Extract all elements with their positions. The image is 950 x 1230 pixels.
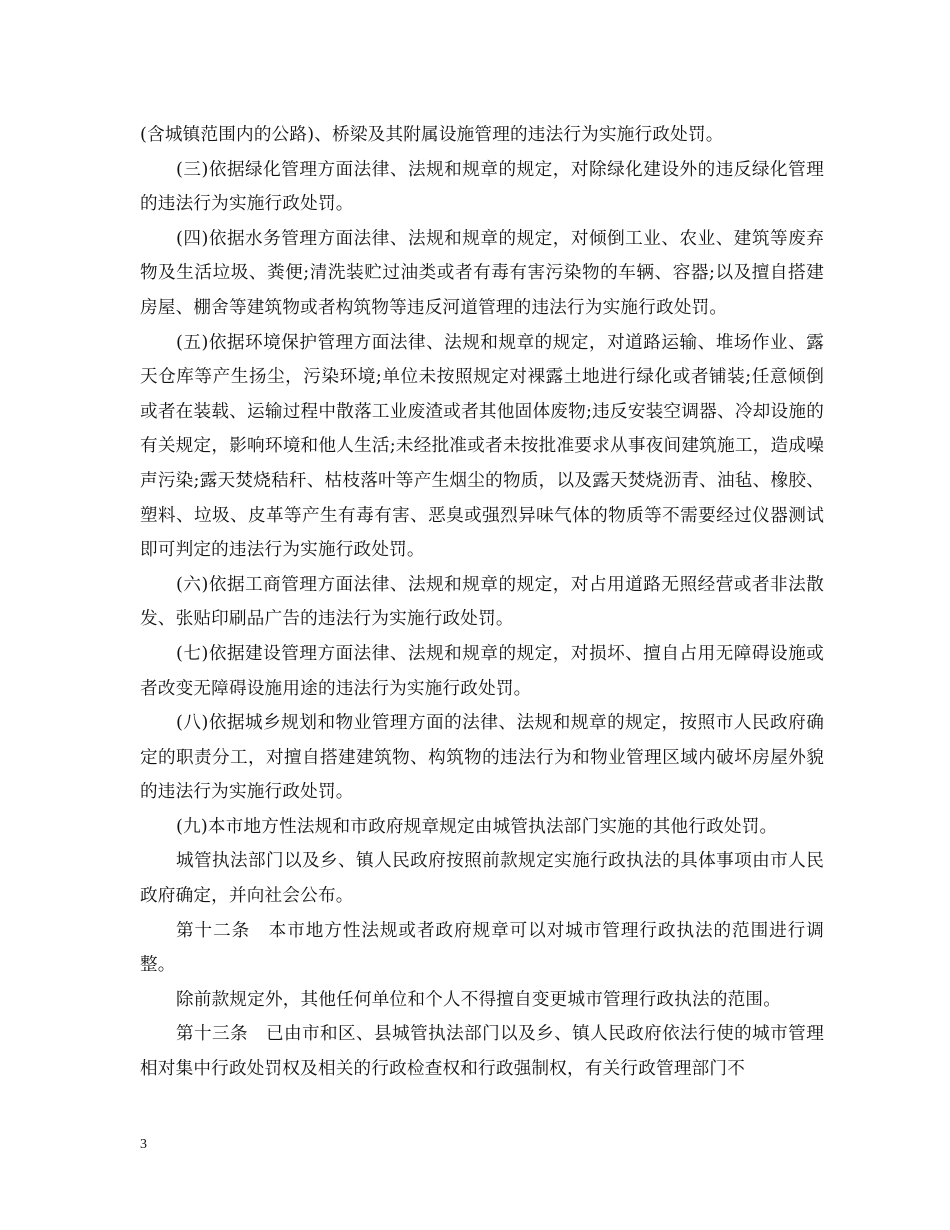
paragraph-4: (五)依据环境保护管理方面法律、法规和规章的规定，对道路运输、堆场作业、露天仓库等产生扬尘，污染环境;单位未按照规定对裸露土地进行绿化或者铺装;任意倾倒或者在装载、运输过程中散落工业废渣或者其他固体废物;违反安装空调器、冷却设施的有关规定，影响环境和他人生活;未经批准或者未按批准要求从事夜间建筑施工，造成噪声污染;露天焚烧秸秆、枯枝落叶等产生烟尘的物质，以及露天焚烧沥青、油毡、橡胶、塑料、垃圾、皮革等产生有毒有害、恶臭或强烈异味气体的物质等不需要经过仪器测试即可判定的违法行为实施行政处罚。: [140, 332, 824, 561]
paragraph-3: (四)依据水务管理方面法律、法规和规章的规定，对倾倒工业、农业、建筑等废弃物及生活垃圾、粪便;清洗装贮过油类或者有毒有害污染物的车辆、容器;以及擅自搭建房屋、棚舍等建筑物或者构筑物等违反河道管理的违法行为实施行政处罚。: [140, 228, 824, 318]
document-body: [140, 118, 824, 1087]
page-number: 3: [140, 1137, 147, 1152]
paragraph-1: (含城镇范围内的公路)、桥梁及其附属设施管理的违法行为实施行政处罚。: [140, 125, 724, 145]
paragraph-7: (八)依据城乡规划和物业管理方面的法律、法规和规章的规定，按照市人民政府确定的职责分工，对擅自搭建建筑物、构筑物的违法行为和物业管理区域内破坏房屋外貌的违法行为实施行政处罚。: [140, 713, 824, 803]
paragraph-8: (九)本市地方性法规和市政府规章规定由城管执法部门实施的其他行政处罚。: [176, 816, 778, 837]
paragraph-10: 第十二条 本市地方性法规或者政府规章可以对城市管理行政执法的范围进行调整。: [140, 920, 824, 976]
paragraph-9: 城管执法部门以及乡、镇人民政府按照前款规定实施行政执法的具体事项由市人民政府确定，并向社会公布。: [140, 851, 824, 907]
paragraph-5: (六)依据工商管理方面法律、法规和规章的规定，对占用道路无照经营或者非法散发、张贴印刷品广告的违法行为实施行政处罚。: [140, 574, 824, 630]
paragraph-6: (七)依据建设管理方面法律、法规和规章的规定，对损坏、擅自占用无障碍设施或者改变无障碍设施用途的违法行为实施行政处罚。: [140, 643, 824, 699]
paragraph-2: (三)依据绿化管理方面法律、法规和规章的规定，对除绿化建设外的违反绿化管理的违法行为实施行政处罚。: [140, 159, 824, 215]
paragraph-12: 第十三条 已由市和区、县城管执法部门以及乡、镇人民政府依法行使的城市管理相对集中行政处罚权及相关的行政检查权和行政强制权，有关行政管理部门不: [140, 1024, 824, 1080]
paragraph-11: 除前款规定外，其他任何单位和个人不得擅自变更城市管理行政执法的范围。: [176, 989, 781, 1010]
